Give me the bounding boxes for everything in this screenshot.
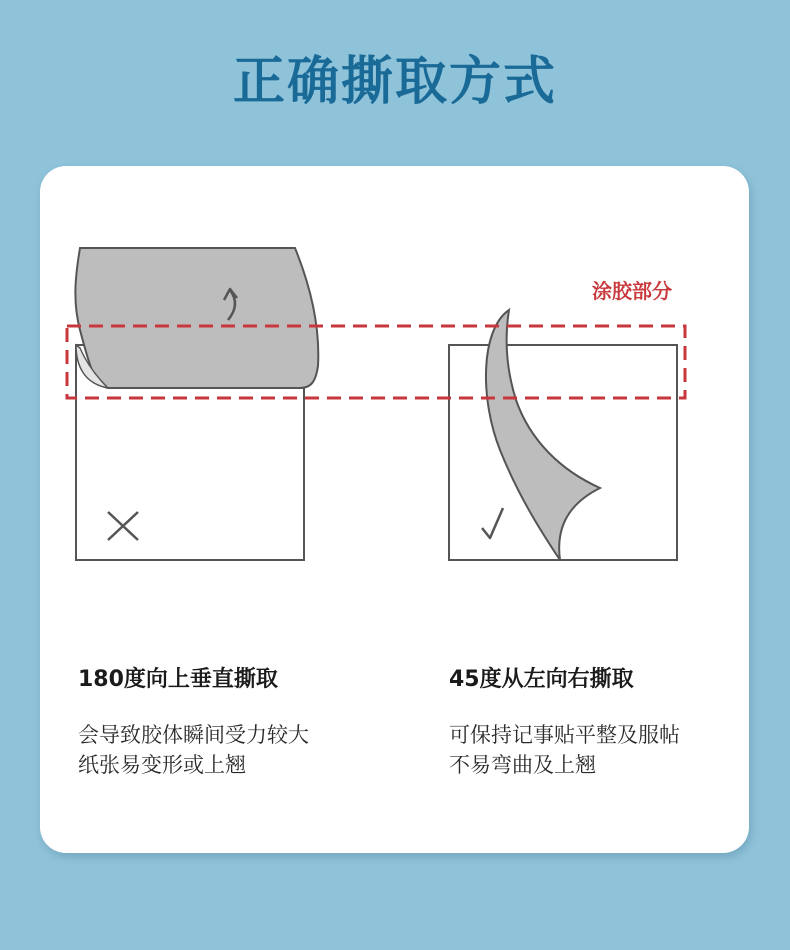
glue-area-label: 涂胶部分 [592,279,672,303]
left-peeled-sheet [75,248,318,388]
right-caption-title: 45度从左向右撕取 [449,667,634,692]
page-title: 正确撕取方式 [232,52,557,112]
right-caption-line1: 可保持记事贴平整及服帖 [449,723,680,747]
right-caption-line2: 不易弯曲及上翘 [449,753,596,777]
left-caption-line1: 会导致胶体瞬间受力较大 [78,723,309,747]
left-caption-title: 180度向上垂直撕取 [78,667,278,692]
left-caption-line2: 纸张易变形或上翘 [78,753,246,777]
